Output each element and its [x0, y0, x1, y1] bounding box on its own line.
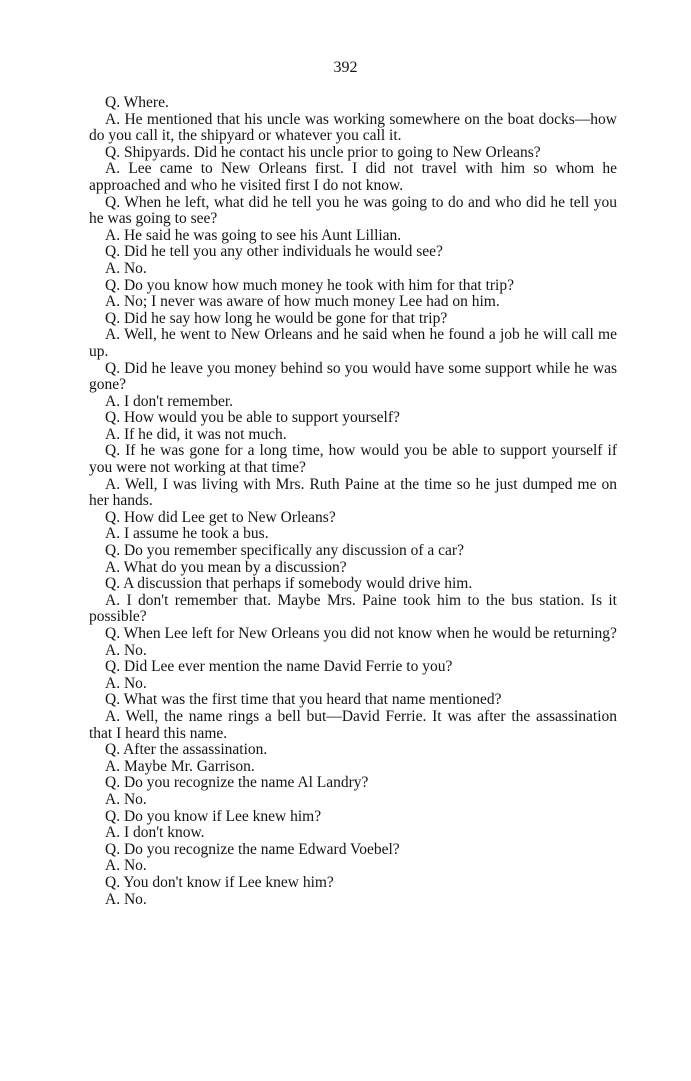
- transcript-paragraph: A. I don't remember.: [105, 392, 234, 410]
- transcript-paragraph: Q. Where.: [105, 94, 169, 111]
- transcript-paragraph: Q. How did Lee get to New Orleans?: [105, 508, 336, 526]
- transcript-paragraph: A. What do you mean by a discussion?: [105, 558, 347, 576]
- transcript-paragraph: Q. When Lee left for New Orleans you did not know when he would be returning?: [105, 625, 617, 642]
- transcript-paragraph: A. Well, I was living with Mrs. Ruth Paine at the time so he just dumped me on her hands.: [89, 475, 617, 510]
- transcript-paragraph: Q. When he left, what did he tell you he was going to do and who did he tell you he was going to see?: [89, 193, 617, 228]
- transcript-paragraph: Q. Do you know if Lee knew him?: [105, 807, 322, 825]
- transcript-paragraph: Q. Did he leave you money behind so you would have some support while he was gone?: [89, 359, 617, 394]
- transcript-paragraph: Q. After the assassination.: [105, 741, 268, 759]
- transcript-paragraph: A. No.: [105, 674, 147, 692]
- transcript-paragraph: Q. You don't know if Lee knew him?: [105, 873, 334, 891]
- transcript-paragraph: Q. What was the first time that you heard that name mentioned?: [105, 691, 502, 709]
- page-number: 392: [333, 59, 358, 76]
- transcript-paragraph: A. No.: [105, 857, 147, 875]
- transcript-paragraph: A. He mentioned that his uncle was working somewhere on the boat docks—how do you call it, the shipyard or whatever you call it.: [89, 110, 617, 145]
- transcript-paragraph: A. If he did, it was not much.: [105, 425, 287, 443]
- transcript-paragraph: A. Maybe Mr. Garrison.: [105, 757, 255, 775]
- transcript-paragraph: Q. Shipyards. Did he contact his uncle prior to going to New Orleans?: [105, 143, 541, 161]
- transcript-paragraph: A. No.: [105, 259, 147, 277]
- transcript-paragraph: Q. Did Lee ever mention the name David Ferrie to you?: [105, 658, 453, 676]
- transcript-paragraph: Q. How would you be able to support yourself?: [105, 409, 400, 427]
- transcript-body: [89, 95, 617, 908]
- transcript-paragraph: Q. A discussion that perhaps if somebody would drive him.: [105, 575, 473, 593]
- transcript-paragraph: A. No.: [105, 790, 147, 808]
- transcript-paragraph: Q. Do you know how much money he took with him for that trip?: [105, 276, 514, 294]
- transcript-paragraph: A. No.: [105, 641, 147, 659]
- transcript-paragraph: Q. Did he say how long he would be gone for that trip?: [105, 309, 448, 327]
- transcript-paragraph: Q. Do you recognize the name Al Landry?: [105, 774, 369, 792]
- transcript-paragraph: A. He said he was going to see his Aunt Lillian.: [105, 226, 402, 244]
- transcript-paragraph: Q. If he was gone for a long time, how would you be able to support yourself if you were not working at that time?: [89, 442, 617, 477]
- transcript-paragraph: A. Well, the name rings a bell but—David Ferrie. It was after the assassination that I heard this name.: [89, 707, 617, 742]
- transcript-paragraph: Q. Do you recognize the name Edward Voebel?: [105, 840, 400, 858]
- transcript-paragraph: A. No.: [105, 890, 147, 908]
- transcript-paragraph: A. I don't remember that. Maybe Mrs. Paine took him to the bus station. Is it possible?: [89, 591, 617, 626]
- transcript-paragraph: A. I don't know.: [105, 824, 205, 842]
- transcript-paragraph: A. Lee came to New Orleans first. I did not travel with him so whom he approached and who he visited first I do not know.: [89, 160, 617, 194]
- transcript-paragraph: Q. Did he tell you any other individuals he would see?: [105, 243, 443, 261]
- transcript-paragraph: A. Well, he went to New Orleans and he said when he found a job he will call me up.: [89, 326, 617, 360]
- transcript-paragraph: Q. Do you remember specifically any discussion of a car?: [105, 542, 464, 560]
- transcript-paragraph: A. I assume he took a bus.: [105, 525, 269, 543]
- transcript-paragraph: A. No; I never was aware of how much money Lee had on him.: [105, 293, 500, 311]
